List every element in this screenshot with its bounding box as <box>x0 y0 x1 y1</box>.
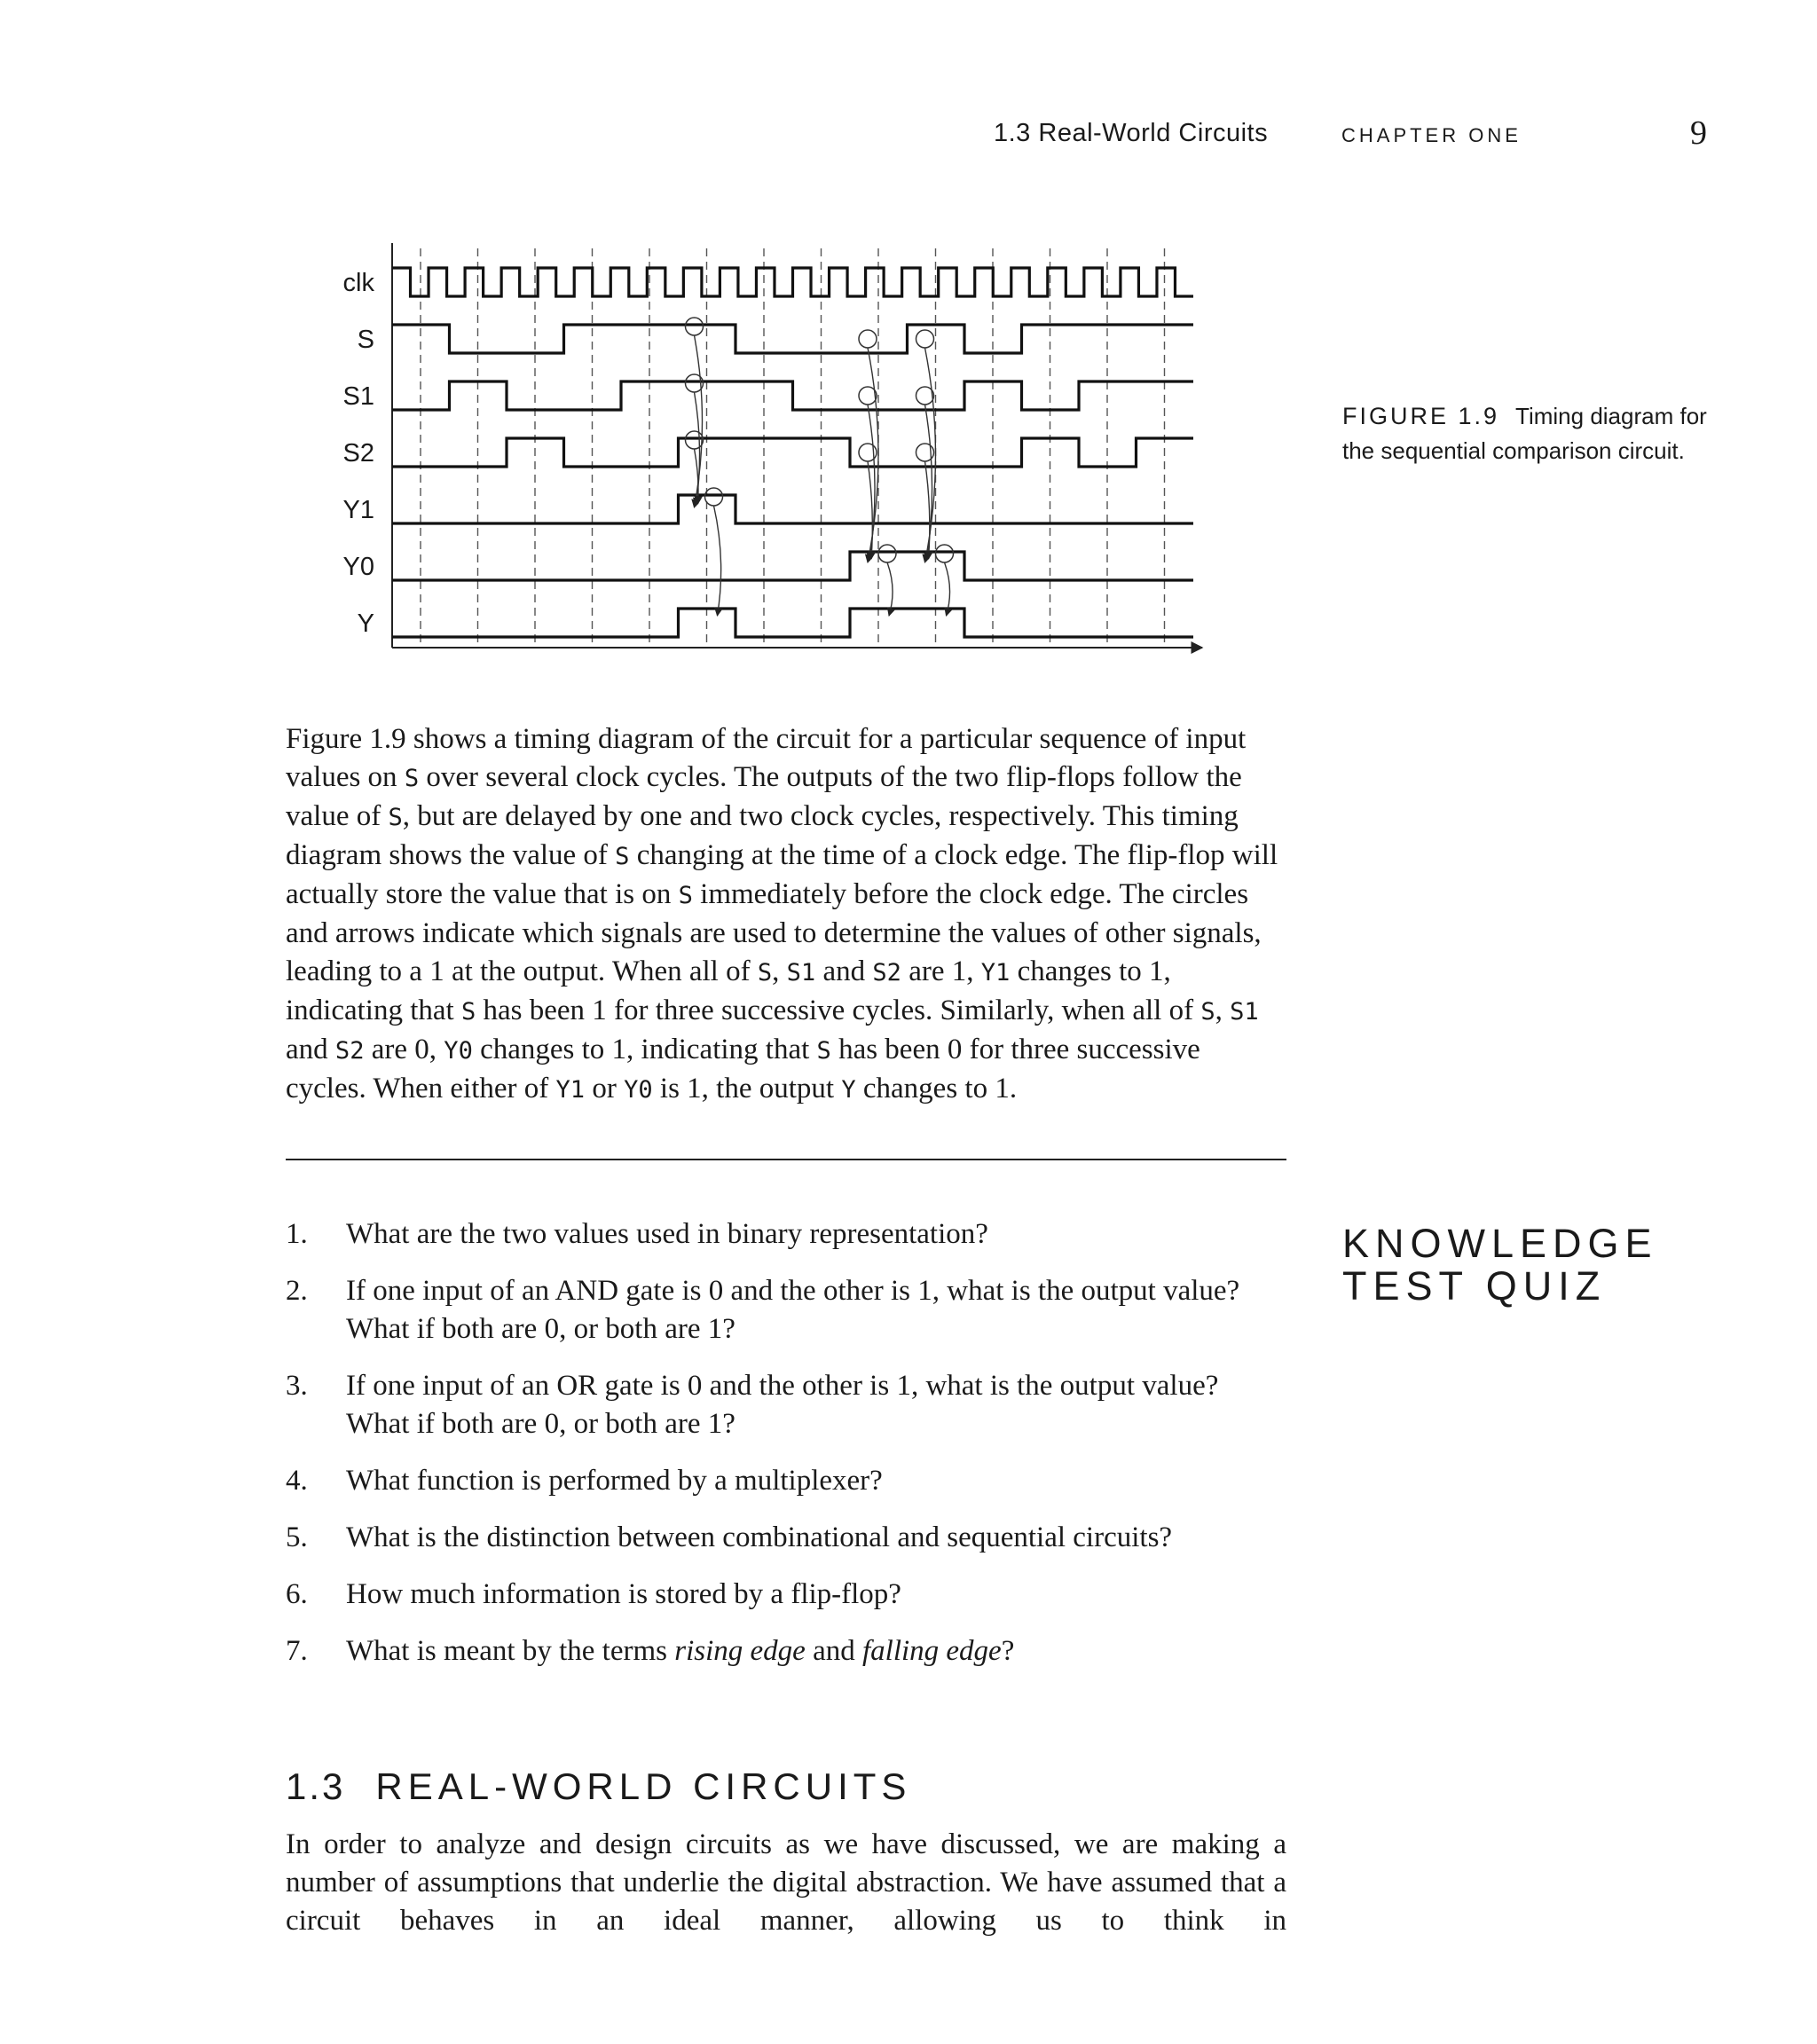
quiz-heading-line-1: KNOWLEDGE <box>1342 1221 1658 1266</box>
section-heading <box>286 1765 911 1808</box>
dep-arrow-y1-to-y <box>714 506 721 616</box>
signal-label-clk: clk <box>342 269 374 297</box>
signal-label-y0: Y0 <box>342 553 374 581</box>
dep-circle-s <box>686 318 704 335</box>
quiz-question-number: 2. <box>286 1275 308 1307</box>
quiz-question-text: What are the two values used in binary representation? <box>346 1218 988 1250</box>
quiz-heading <box>1342 1222 1658 1308</box>
quiz-question-1 <box>286 1215 1286 1254</box>
dep-circle-y0 <box>936 545 954 562</box>
quiz-question-text: If one input of an OR gate is 0 and the other is 1, what is the output value? What if both are 0, or both are 1? <box>346 1370 1219 1440</box>
quiz-question-text: How much information is stored by a flip-flop? <box>346 1578 901 1610</box>
signal-label-y1: Y1 <box>342 496 374 524</box>
figure-caption <box>1342 399 1733 468</box>
quiz-question-5 <box>286 1519 1286 1557</box>
dep-circle-y1 <box>705 488 723 506</box>
running-title: 1.3 Real-World Circuits <box>994 119 1269 147</box>
waveform-y1 <box>392 495 1193 523</box>
quiz-question-text: What is the distinction between combinational and sequential circuits? <box>346 1521 1173 1553</box>
quiz-question-list <box>286 1215 1286 1689</box>
waveform-s2 <box>392 438 1193 467</box>
running-head <box>0 114 1817 158</box>
waveform-clk <box>392 268 1193 296</box>
quiz-question-text: What function is performed by a multiplexer? <box>346 1465 883 1497</box>
waveform-s1 <box>392 381 1193 410</box>
figure-caption-text: Timing diagram for the sequential comparison circuit. <box>1342 403 1707 464</box>
chapter-label: CHAPTER ONE <box>1341 124 1522 146</box>
dep-arrow-s2-to-y0 <box>868 461 872 559</box>
quiz-question-3 <box>286 1367 1286 1443</box>
body-paragraph: Figure 1.9 shows a timing diagram of the circuit for a particular sequence of input values on S over several clock cycles. The outputs of the two flip-flops follow the value of S, but are delayed by one and two clock cycles, respectively. This timing diagram shows the value of S changing at the time of a clock edge. The flip-flop will actually store the value that is on S immediately before the clock edge. The circles and arrows indicate which signals are used to determine the values of other signals, leading to a 1 at the output. When all of S, S1 and S2 are 1, Y1 changes to 1, indicating that S has been 1 for three successive cycles. Similarly, when all of S, S1 and S2 are 0, Y0 changes to 1, indicating that S has been 0 for three successive cycles. When either of Y1 or Y0 is 1, the output Y changes to 1. <box>286 723 1278 1105</box>
quiz-question-4 <box>286 1462 1286 1500</box>
quiz-question-7 <box>286 1632 1286 1671</box>
quiz-question-number: 4. <box>286 1465 308 1497</box>
quiz-heading-line-2: TEST QUIZ <box>1342 1263 1607 1309</box>
signal-label-s2: S2 <box>342 439 374 468</box>
quiz-question-6 <box>286 1576 1286 1614</box>
waveform-y <box>392 609 1193 637</box>
quiz-question-number: 6. <box>286 1578 308 1610</box>
dep-arrow-s1-to-y0 <box>925 405 932 561</box>
waveform-s <box>392 325 1193 353</box>
dep-circle-s2 <box>686 431 704 449</box>
section-divider <box>286 1159 1286 1160</box>
signal-label-s1: S1 <box>342 382 374 411</box>
figure-label: FIGURE 1.9 <box>1342 403 1500 429</box>
quiz-question-text: What is meant by the terms rising edge and falling edge? <box>346 1635 1015 1667</box>
page-number: 9 <box>1690 114 1707 152</box>
section-title: REAL-WORLD CIRCUITS <box>375 1765 912 1807</box>
waveform-y0 <box>392 552 1193 580</box>
dep-circle-s <box>916 330 934 348</box>
signal-label-y: Y <box>357 609 374 638</box>
quiz-question-text: If one input of an AND gate is 0 and the other is 1, what is the output value? What if both are 0, or both are 1? <box>346 1275 1240 1345</box>
timing-diagram <box>328 241 1251 667</box>
section-paragraph: In order to analyze and design circuits as we have discussed, we are making a number of assumptions that underlie the digital abstraction. We have assumed that a circuit behaves in an ideal manner, allowing us to think in <box>286 1828 1286 1937</box>
quiz-question-number: 1. <box>286 1218 308 1250</box>
dep-arrow-s1-to-y0 <box>868 405 875 561</box>
quiz-question-number: 3. <box>286 1370 308 1402</box>
signal-label-s: S <box>357 326 374 354</box>
dep-circle-s <box>859 330 877 348</box>
section-number: 1.3 <box>286 1765 346 1807</box>
quiz-question-number: 5. <box>286 1521 308 1553</box>
quiz-question-number: 7. <box>286 1635 308 1667</box>
quiz-question-2 <box>286 1272 1286 1348</box>
dep-arrow-s2-to-y0 <box>925 461 930 559</box>
dep-circle-y0 <box>878 545 896 562</box>
